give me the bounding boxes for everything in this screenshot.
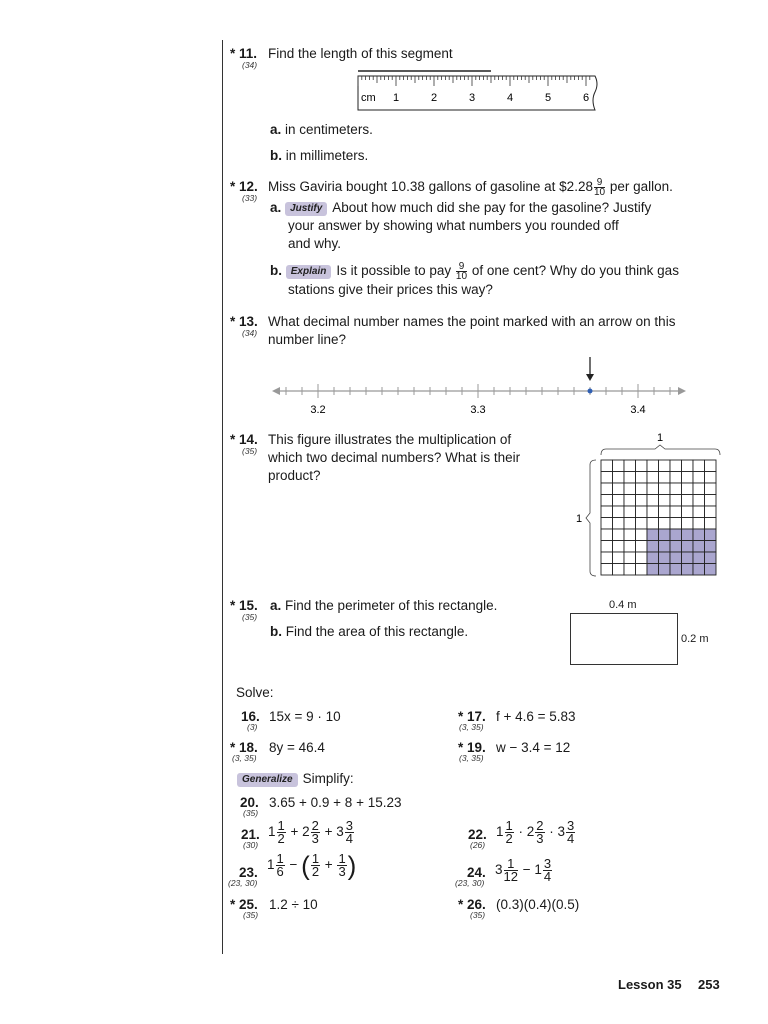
p20-ref: (35) [243, 808, 259, 818]
p12-number: * 12. [230, 179, 258, 194]
grid-cell [613, 518, 625, 530]
p11a: a. in centimeters. [270, 122, 373, 137]
grid-cell [613, 564, 625, 576]
ruler-number: 6 [582, 92, 590, 104]
p26-expr: (0.3)(0.4)(0.5) [496, 897, 580, 912]
p12-text: Miss Gaviria bought 10.38 gallons of gasoline at $2.28 $\frac{9}{10}$ per gallon. [268, 177, 673, 198]
grid-cell [659, 564, 671, 576]
grid-cell [682, 564, 694, 576]
nl-arrow-right [678, 387, 686, 395]
p14-number: * 14. [230, 432, 258, 447]
grid-cell [682, 518, 694, 530]
grid-cell [670, 472, 682, 484]
grid-cell [636, 518, 648, 530]
p18-ref: (3, 35) [232, 753, 257, 763]
grid-cell [613, 483, 625, 495]
p15-number: * 15. [230, 598, 258, 613]
p14-line2: which two decimal numbers? What is their [268, 450, 521, 465]
grid-cell [624, 506, 636, 518]
ruler-number: 3 [468, 92, 476, 104]
p23-ref: (23, 30) [228, 878, 258, 888]
grid-cell [647, 541, 659, 553]
p14-line1: This figure illustrates the multiplication of [268, 432, 512, 447]
grid-cell [659, 472, 671, 484]
grid-cell [601, 552, 613, 564]
justify-badge: Justify [285, 202, 327, 216]
area-grid-figure [570, 428, 730, 580]
nl-point [588, 389, 593, 394]
grid-cell [613, 495, 625, 507]
page-number: 253 [698, 977, 720, 992]
grid-cell [601, 460, 613, 472]
grid-cell [613, 460, 625, 472]
ruler-unit: cm [361, 92, 376, 104]
p19-number: * 19. [458, 740, 486, 755]
top-brace [601, 445, 720, 455]
p18-number: * 18. [230, 740, 258, 755]
ruler-number: 2 [430, 92, 438, 104]
grid-cell [647, 483, 659, 495]
p24-ref: (23, 30) [455, 878, 485, 888]
p16-eq: 15x = 9 · 10 [269, 709, 341, 724]
grid-cell [601, 483, 613, 495]
explain-badge: Explain [286, 265, 332, 279]
grid-cell [659, 541, 671, 553]
grid-cell [693, 529, 705, 541]
p12a-line1: a. Justify About how much did she pay for the gasoline? Justify [270, 200, 652, 215]
hundred-grid [601, 460, 716, 575]
grid-cell [682, 552, 694, 564]
grid-cell [636, 552, 648, 564]
grid-cell [636, 472, 648, 484]
p21-number: 21. [241, 827, 260, 842]
solve-heading: Solve: [236, 685, 274, 700]
grid-cell [613, 541, 625, 553]
p15a: a. Find the perimeter of this rectangle. [270, 598, 498, 613]
grid-cell [693, 495, 705, 507]
grid-cell [659, 460, 671, 472]
grid-cell [670, 506, 682, 518]
grid-cell [682, 483, 694, 495]
p25-number: * 25. [230, 897, 258, 912]
grid-cell [613, 472, 625, 484]
grid-cell [682, 529, 694, 541]
p25-expr: 1.2 ÷ 10 [269, 897, 318, 912]
number-line [270, 355, 690, 420]
p20-number: 20. [240, 795, 259, 810]
grid-cell [693, 483, 705, 495]
grid-cell [682, 541, 694, 553]
grid-cell [670, 460, 682, 472]
grid-cell [624, 552, 636, 564]
margin-rule [222, 40, 223, 954]
p21-ref: (30) [243, 840, 259, 850]
grid-cell [659, 518, 671, 530]
grid-cell [636, 483, 648, 495]
grid-cell [647, 564, 659, 576]
grid-cell [636, 564, 648, 576]
ruler-number: 4 [506, 92, 514, 104]
p11-text: Find the length of this segment [268, 46, 453, 61]
grid-cell [601, 564, 613, 576]
p26-ref: (35) [470, 910, 486, 920]
p11b: b. in millimeters. [270, 148, 369, 163]
p22-ref: (26) [470, 840, 486, 850]
ruler-number: 1 [392, 92, 400, 104]
grid-cell [601, 472, 613, 484]
simplify-heading: Generalize Simplify: [237, 770, 354, 788]
grid-cell [624, 518, 636, 530]
grid-cell [636, 460, 648, 472]
grid-cell [659, 529, 671, 541]
p19-ref: (3, 35) [459, 753, 484, 763]
p25-ref: (35) [243, 910, 259, 920]
grid-cell [647, 506, 659, 518]
grid-cell [601, 495, 613, 507]
grid-cell [636, 541, 648, 553]
grid-side-label: 1 [575, 513, 583, 525]
grid-cell [647, 495, 659, 507]
grid-cell [670, 529, 682, 541]
grid-cell [647, 552, 659, 564]
p17-eq: f + 4.6 = 5.83 [496, 709, 576, 724]
grid-cell [659, 506, 671, 518]
grid-cell [624, 483, 636, 495]
grid-cell [624, 564, 636, 576]
grid-cell [693, 541, 705, 553]
grid-cell [647, 460, 659, 472]
grid-cell [613, 529, 625, 541]
generalize-badge: Generalize [237, 773, 298, 787]
ruler-number: 5 [544, 92, 552, 104]
grid-cell [693, 460, 705, 472]
p22-expr: 1 $\frac{1}{2}$ · 2 $\frac{2}{3}$ · 3 $\frac{3}{4}$ [496, 818, 575, 846]
grid-cell [705, 495, 717, 507]
p17-number: * 17. [458, 709, 486, 724]
nl-label-3-2: 3.2 [310, 404, 326, 416]
grid-cell [693, 518, 705, 530]
grid-cell [693, 506, 705, 518]
rect-width-label: 0.4 m [609, 599, 637, 611]
p26-number: * 26. [458, 897, 486, 912]
p23-number: 23. [239, 865, 258, 880]
grid-cell [693, 552, 705, 564]
grid-cell [705, 529, 717, 541]
p11-number: * 11. [230, 46, 258, 61]
grid-cell [670, 541, 682, 553]
grid-cell [647, 518, 659, 530]
grid-cell [624, 495, 636, 507]
grid-cell [601, 506, 613, 518]
grid-cell [670, 518, 682, 530]
grid-cell [659, 552, 671, 564]
p18-eq: 8y = 46.4 [269, 740, 325, 755]
grid-cell [705, 552, 717, 564]
grid-cell [705, 518, 717, 530]
ruler-figure [355, 66, 605, 116]
grid-cell [705, 483, 717, 495]
grid-cell [601, 541, 613, 553]
p20-expr: 3.65 + 0.9 + 8 + 15.23 [269, 795, 402, 810]
p14-line3: product? [268, 468, 321, 483]
grid-cell [647, 529, 659, 541]
grid-cell [624, 529, 636, 541]
p24-number: 24. [467, 865, 486, 880]
p15-ref: (35) [242, 612, 258, 622]
p13-number: * 13. [230, 314, 258, 329]
p12b-line2: stations give their prices this way? [288, 282, 493, 297]
p16-ref: (3) [247, 722, 258, 732]
p17-ref: (3, 35) [459, 722, 484, 732]
grid-cell [705, 472, 717, 484]
p12-ref: (33) [242, 193, 258, 203]
grid-cell [659, 495, 671, 507]
rectangle [570, 613, 678, 665]
grid-cell [613, 552, 625, 564]
p13-line2: number line? [268, 332, 347, 347]
pointer-arrow-head [586, 374, 594, 381]
grid-cell [647, 472, 659, 484]
grid-cell [659, 483, 671, 495]
grid-cell [636, 495, 648, 507]
p22-number: 22. [468, 827, 487, 842]
grid-cell [693, 564, 705, 576]
side-brace [586, 460, 596, 576]
p15b: b. Find the area of this rectangle. [270, 624, 469, 639]
p21-expr: 1 $\frac{1}{2}$ + 2 $\frac{2}{3}$ + 3 $\frac{3}{4}$ [268, 818, 354, 846]
grid-cell [624, 541, 636, 553]
grid-cell [601, 518, 613, 530]
nl-label-3-3: 3.3 [470, 404, 486, 416]
grid-cell [670, 564, 682, 576]
p13-ref: (34) [242, 328, 258, 338]
grid-cell [624, 460, 636, 472]
grid-cell [601, 529, 613, 541]
grid-cell [682, 506, 694, 518]
number-line-ticks [272, 357, 686, 398]
grid-cell [682, 472, 694, 484]
grid-cell [705, 564, 717, 576]
grid-cell [636, 506, 648, 518]
grid-cell [624, 472, 636, 484]
p23-expr: 1 $\frac{1}{6}$ − ( $\frac{1}{2}$ + $\frac{1}{3}$ ) [267, 850, 357, 881]
p13-line1: What decimal number names the point marked with an arrow on this [268, 314, 676, 329]
grid-cell [682, 460, 694, 472]
grid-cell [670, 552, 682, 564]
grid-cell [670, 495, 682, 507]
nl-arrow-left [272, 387, 280, 395]
grid-cell [682, 495, 694, 507]
grid-cell [705, 460, 717, 472]
grid-cell [705, 541, 717, 553]
p24-expr: 3 $\frac{1}{12}$ − 1 $\frac{3}{4}$ [495, 856, 552, 884]
p16-number: 16. [241, 709, 260, 724]
grid-cell [693, 472, 705, 484]
grid-top-label: 1 [656, 432, 664, 444]
p19-eq: w − 3.4 = 12 [496, 740, 571, 755]
p12b-line1: b. Explain Is it possible to pay $\frac{9}{10}$ of one cent? Why do you think gas [270, 261, 679, 282]
p12a-line3: and why. [288, 236, 342, 251]
p12a-line2: your answer by showing what numbers you rounded off [288, 218, 619, 233]
grid-cell [636, 529, 648, 541]
grid-cell [670, 483, 682, 495]
p14-ref: (35) [242, 446, 258, 456]
grid-cell [705, 506, 717, 518]
rect-height-label: 0.2 m [681, 633, 709, 645]
nl-label-3-4: 3.4 [630, 404, 646, 416]
p11-ref: (34) [242, 60, 258, 70]
footer-lesson: Lesson 35 [618, 977, 682, 992]
grid-cell [613, 506, 625, 518]
